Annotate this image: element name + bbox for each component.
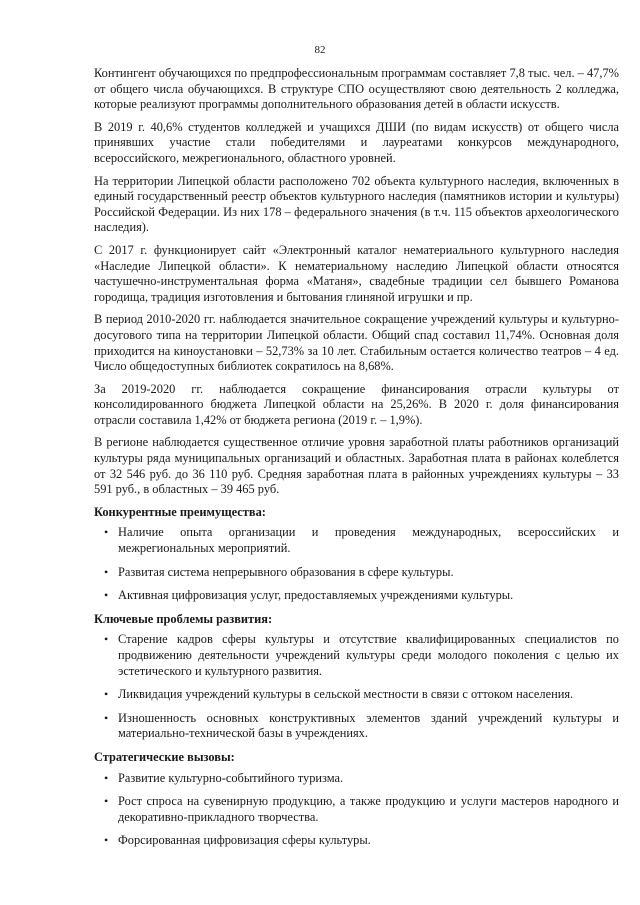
list-problems — [94, 632, 619, 742]
bullet-icon: • — [104, 588, 109, 603]
paragraph-funding: За 2019-2020 гг. наблюдается сокращение финансирования отрасли культуры от консолидированного бюджета Липецкой области на 25,26%. В 2020 г. доля финансирования отрасли составила 1,42% от бюджета региона (2019 г. – 1,9%). — [94, 381, 619, 427]
list-item-text: Развитие культурно-событийного туризма. — [118, 770, 344, 785]
list-advantages — [94, 525, 619, 603]
bullet-icon: • — [104, 770, 109, 785]
list-item-text: Наличие опыта организации и проведения международных, всероссийских и межрегиональных мероприятий. — [118, 525, 619, 556]
paragraph-competitions: В 2019 г. 40,6% студентов колледжей и учащихся ДШИ (по видам искусств) от общего числа принявших участие стали победителями и лауреатами конкурсов международного, всероссийского, межрегионального, областного уровней. — [94, 119, 619, 165]
section-heading-challenges: Стратегические вызовы: — [94, 749, 235, 764]
page-number: 82 — [314, 44, 326, 56]
bullet-icon: • — [104, 525, 109, 540]
bullet-icon: • — [104, 710, 109, 725]
list-item — [94, 525, 619, 556]
section-heading-advantages: Конкурентные преимущества: — [94, 504, 266, 519]
list-item — [94, 833, 619, 849]
list-item-text: Развитая система непрерывного образования в сфере культуры. — [118, 564, 454, 579]
list-item-text: Активная цифровизация услуг, предоставляемых учреждениями культуры. — [118, 588, 514, 603]
list-item — [94, 588, 619, 604]
list-challenges — [94, 771, 619, 849]
list-item-text: Рост спроса на сувенирную продукцию, а также продукцию и услуги мастеров народного и декоративно-прикладного творчества. — [118, 794, 619, 824]
list-item — [94, 711, 619, 742]
list-item-text: Старение кадров сферы культуры и отсутствие квалифицированных специалистов по продвижению деятельности учреждений культуры среди молодого поколения с целью их эстетического и культурного развития. — [118, 632, 619, 678]
list-item-text: Ликвидация учреждений культуры в сельской местности в связи с оттоком населения. — [118, 687, 574, 702]
list-item-text: Форсированная цифровизация сферы культуры. — [118, 833, 371, 848]
section-heading-problems: Ключевые проблемы развития: — [94, 611, 273, 626]
paragraph-salary: В регионе наблюдается существенное отличие уровня заработной платы работников организаций культуры ряда муниципальных организаций и областных. Заработная плата в районах колеблется от 32 546 руб. до 36 110 руб. Средняя заработная плата в районных учреждениях культуры – 33 591 руб., в областных – 39 465 руб. — [94, 435, 619, 497]
list-item — [94, 632, 619, 679]
list-item — [94, 687, 619, 703]
paragraph-intangible-heritage: С 2017 г. функционирует сайт «Электронный каталог нематериального культурного наследия «Наследие Липецкой области». К нематериальному наследию Липецкой области относятся частушечно-инструментальная форма «Матаня», свадебные традиции сел бывшего Романова городища, традиция изготовления и бытования глиняной игрушки и пр. — [94, 242, 619, 304]
list-item — [94, 771, 619, 787]
paragraph-heritage-objects: На территории Липецкой области расположено 702 объекта культурного наследия, включенных в единый государственный реестр объектов культурного наследия (памятников истории и культуры) Российской Федерации. Из них 178 – федерального значения (в т.ч. 115 объектов археологического наследия). — [94, 173, 619, 235]
list-item — [94, 565, 619, 581]
page-content — [94, 66, 619, 857]
list-item — [94, 794, 619, 825]
paragraph-contingent: Контингент обучающихся по предпрофессиональным программам составляет 7,8 тыс. чел. – 47,7% от общего числа обучающихся. В структуре СПО осуществляют свою деятельность 2 колледжа, которые реализуют программы дополнительного образования детей в области искусств. — [94, 66, 619, 112]
bullet-icon: • — [104, 794, 109, 809]
list-item-text: Изношенность основных конструктивных элементов зданий учреждений культуры и материально-технической базы в учреждениях. — [118, 710, 619, 741]
bullet-icon: • — [104, 687, 109, 702]
bullet-icon: • — [104, 632, 109, 647]
paragraph-institutions-decline: В период 2010-2020 гг. наблюдается значительное сокращение учреждений культуры и культурно-досугового типа на территории Липецкой области. Общий спад составил 11,74%. Основная доля приходится на киноустановки – 52,73% за 10 лет. Стабильным остается количество театров – 4 ед. Число общедоступных библиотек сократилось на 8,68%. — [94, 312, 619, 374]
bullet-icon: • — [104, 564, 109, 579]
bullet-icon: • — [104, 833, 109, 848]
